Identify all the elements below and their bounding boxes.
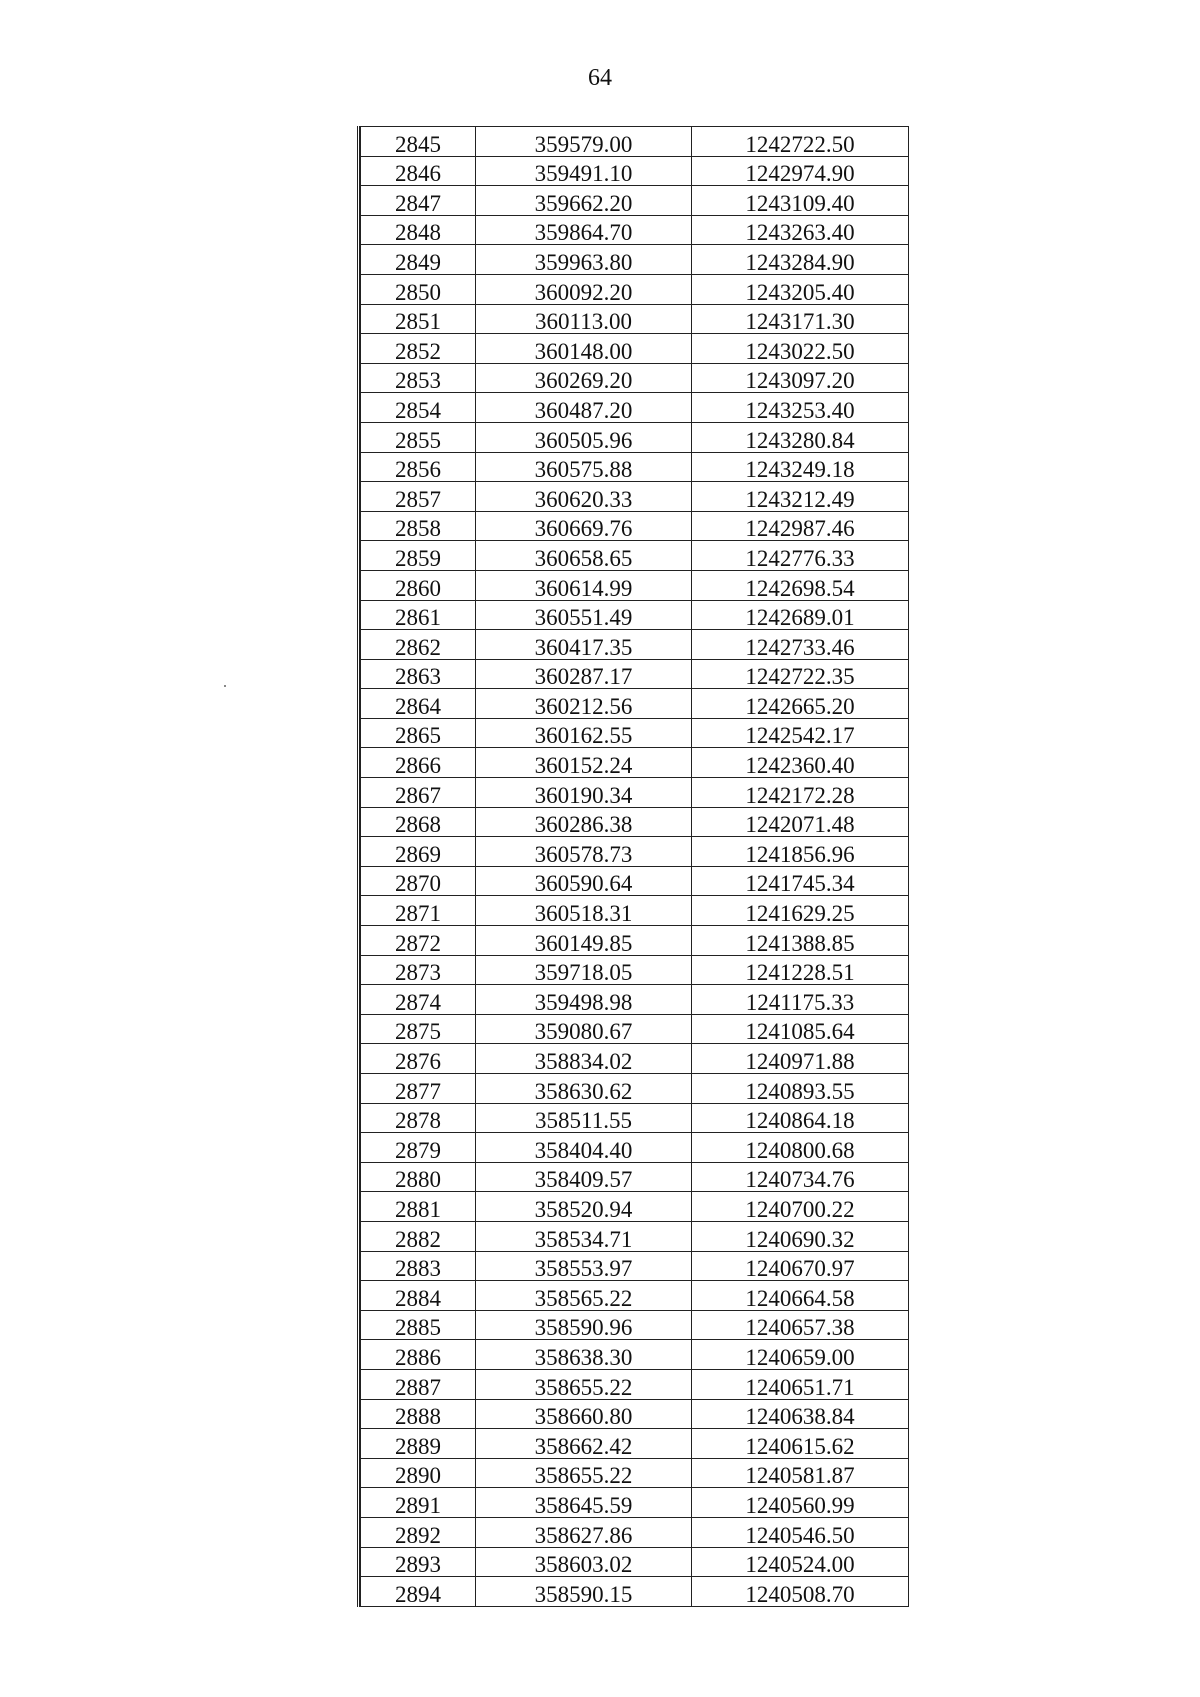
table-row (361, 1488, 909, 1518)
y-coordinate-cell: 1242987.46 (692, 511, 909, 541)
x-coordinate-cell: 360092.20 (476, 274, 692, 304)
table-row (361, 866, 909, 896)
table-row (361, 1221, 909, 1251)
x-coordinate-cell: 360148.00 (476, 334, 692, 364)
x-coordinate-cell: 360620.33 (476, 482, 692, 512)
x-coordinate-cell: 359080.67 (476, 1014, 692, 1044)
y-coordinate-cell: 1241085.64 (692, 1014, 909, 1044)
table-row (361, 1547, 909, 1577)
point-number-cell: 2894 (361, 1577, 476, 1607)
coordinates-table (360, 126, 909, 1607)
table-row (361, 1133, 909, 1163)
y-coordinate-cell: 1240971.88 (692, 1044, 909, 1074)
point-number-cell: 2880 (361, 1162, 476, 1192)
x-coordinate-cell: 358511.55 (476, 1103, 692, 1133)
y-coordinate-cell: 1240581.87 (692, 1458, 909, 1488)
x-coordinate-cell: 358590.15 (476, 1577, 692, 1607)
coordinates-table-body (361, 127, 909, 1607)
point-number-cell: 2848 (361, 215, 476, 245)
table-row (361, 807, 909, 837)
point-number-cell: 2868 (361, 807, 476, 837)
y-coordinate-cell: 1240657.38 (692, 1310, 909, 1340)
point-number-cell: 2881 (361, 1192, 476, 1222)
point-number-cell: 2849 (361, 245, 476, 275)
x-coordinate-cell: 359963.80 (476, 245, 692, 275)
point-number-cell: 2890 (361, 1458, 476, 1488)
y-coordinate-cell: 1242722.35 (692, 659, 909, 689)
point-number-cell: 2857 (361, 482, 476, 512)
y-coordinate-cell: 1242071.48 (692, 807, 909, 837)
y-coordinate-cell: 1243263.40 (692, 215, 909, 245)
point-number-cell: 2858 (361, 511, 476, 541)
table-row (361, 334, 909, 364)
point-number-cell: 2877 (361, 1074, 476, 1104)
y-coordinate-cell: 1241175.33 (692, 985, 909, 1015)
point-number-cell: 2891 (361, 1488, 476, 1518)
point-number-cell: 2886 (361, 1340, 476, 1370)
point-number-cell: 2887 (361, 1369, 476, 1399)
point-number-cell: 2875 (361, 1014, 476, 1044)
point-number-cell: 2878 (361, 1103, 476, 1133)
x-coordinate-cell: 360190.34 (476, 778, 692, 808)
y-coordinate-cell: 1243205.40 (692, 274, 909, 304)
y-coordinate-cell: 1243284.90 (692, 245, 909, 275)
point-number-cell: 2893 (361, 1547, 476, 1577)
table-row (361, 452, 909, 482)
x-coordinate-cell: 358638.30 (476, 1340, 692, 1370)
table-row (361, 304, 909, 334)
x-coordinate-cell: 358660.80 (476, 1399, 692, 1429)
y-coordinate-cell: 1240690.32 (692, 1221, 909, 1251)
point-number-cell: 2864 (361, 689, 476, 719)
x-coordinate-cell: 360590.64 (476, 866, 692, 896)
y-coordinate-cell: 1243097.20 (692, 363, 909, 393)
coordinates-table-wrapper (357, 126, 905, 1607)
table-row (361, 1251, 909, 1281)
point-number-cell: 2876 (361, 1044, 476, 1074)
table-row (361, 245, 909, 275)
point-number-cell: 2867 (361, 778, 476, 808)
y-coordinate-cell: 1243253.40 (692, 393, 909, 423)
table-row (361, 1103, 909, 1133)
table-row (361, 985, 909, 1015)
x-coordinate-cell: 359718.05 (476, 955, 692, 985)
x-coordinate-cell: 360212.56 (476, 689, 692, 719)
table-row (361, 1340, 909, 1370)
table-row (361, 127, 909, 157)
point-number-cell: 2851 (361, 304, 476, 334)
x-coordinate-cell: 358590.96 (476, 1310, 692, 1340)
y-coordinate-cell: 1240508.70 (692, 1577, 909, 1607)
x-coordinate-cell: 360669.76 (476, 511, 692, 541)
y-coordinate-cell: 1240546.50 (692, 1517, 909, 1547)
y-coordinate-cell: 1240893.55 (692, 1074, 909, 1104)
x-coordinate-cell: 358655.22 (476, 1369, 692, 1399)
point-number-cell: 2870 (361, 866, 476, 896)
y-coordinate-cell: 1240638.84 (692, 1399, 909, 1429)
table-row (361, 955, 909, 985)
y-coordinate-cell: 1241228.51 (692, 955, 909, 985)
x-coordinate-cell: 359579.00 (476, 127, 692, 157)
y-coordinate-cell: 1243249.18 (692, 452, 909, 482)
table-row (361, 1281, 909, 1311)
point-number-cell: 2854 (361, 393, 476, 423)
x-coordinate-cell: 358834.02 (476, 1044, 692, 1074)
y-coordinate-cell: 1240800.68 (692, 1133, 909, 1163)
table-row (361, 1429, 909, 1459)
y-coordinate-cell: 1241629.25 (692, 896, 909, 926)
point-number-cell: 2879 (361, 1133, 476, 1163)
table-row (361, 1577, 909, 1607)
y-coordinate-cell: 1240560.99 (692, 1488, 909, 1518)
y-coordinate-cell: 1242698.54 (692, 570, 909, 600)
table-row (361, 1074, 909, 1104)
table-row (361, 186, 909, 216)
table-row (361, 1192, 909, 1222)
y-coordinate-cell: 1243022.50 (692, 334, 909, 364)
x-coordinate-cell: 360575.88 (476, 452, 692, 482)
x-coordinate-cell: 358553.97 (476, 1251, 692, 1281)
table-row (361, 570, 909, 600)
y-coordinate-cell: 1240659.00 (692, 1340, 909, 1370)
x-coordinate-cell: 360658.65 (476, 541, 692, 571)
point-number-cell: 2884 (361, 1281, 476, 1311)
x-coordinate-cell: 360578.73 (476, 837, 692, 867)
x-coordinate-cell: 360152.24 (476, 748, 692, 778)
x-coordinate-cell: 360113.00 (476, 304, 692, 334)
point-number-cell: 2873 (361, 955, 476, 985)
y-coordinate-cell: 1241856.96 (692, 837, 909, 867)
point-number-cell: 2861 (361, 600, 476, 630)
x-coordinate-cell: 358662.42 (476, 1429, 692, 1459)
x-coordinate-cell: 360162.55 (476, 718, 692, 748)
point-number-cell: 2850 (361, 274, 476, 304)
y-coordinate-cell: 1243212.49 (692, 482, 909, 512)
point-number-cell: 2892 (361, 1517, 476, 1547)
point-number-cell: 2869 (361, 837, 476, 867)
x-coordinate-cell: 360505.96 (476, 422, 692, 452)
point-number-cell: 2860 (361, 570, 476, 600)
point-number-cell: 2889 (361, 1429, 476, 1459)
x-coordinate-cell: 359662.20 (476, 186, 692, 216)
y-coordinate-cell: 1242665.20 (692, 689, 909, 719)
table-row (361, 215, 909, 245)
x-coordinate-cell: 358627.86 (476, 1517, 692, 1547)
x-coordinate-cell: 360518.31 (476, 896, 692, 926)
point-number-cell: 2846 (361, 156, 476, 186)
table-row (361, 659, 909, 689)
table-row (361, 422, 909, 452)
x-coordinate-cell: 359864.70 (476, 215, 692, 245)
point-number-cell: 2874 (361, 985, 476, 1015)
page-number: 64 (588, 65, 612, 91)
table-row (361, 1517, 909, 1547)
table-row (361, 363, 909, 393)
x-coordinate-cell: 358655.22 (476, 1458, 692, 1488)
y-coordinate-cell: 1242733.46 (692, 630, 909, 660)
x-coordinate-cell: 358404.40 (476, 1133, 692, 1163)
table-row (361, 541, 909, 571)
table-row (361, 393, 909, 423)
y-coordinate-cell: 1241745.34 (692, 866, 909, 896)
scan-speck (224, 685, 226, 687)
y-coordinate-cell: 1242776.33 (692, 541, 909, 571)
point-number-cell: 2863 (361, 659, 476, 689)
y-coordinate-cell: 1242722.50 (692, 127, 909, 157)
y-coordinate-cell: 1243171.30 (692, 304, 909, 334)
point-number-cell: 2882 (361, 1221, 476, 1251)
y-coordinate-cell: 1240734.76 (692, 1162, 909, 1192)
table-row (361, 482, 909, 512)
x-coordinate-cell: 360269.20 (476, 363, 692, 393)
x-coordinate-cell: 358565.22 (476, 1281, 692, 1311)
x-coordinate-cell: 358630.62 (476, 1074, 692, 1104)
y-coordinate-cell: 1243280.84 (692, 422, 909, 452)
point-number-cell: 2872 (361, 926, 476, 956)
y-coordinate-cell: 1240615.62 (692, 1429, 909, 1459)
x-coordinate-cell: 358603.02 (476, 1547, 692, 1577)
table-row (361, 156, 909, 186)
point-number-cell: 2883 (361, 1251, 476, 1281)
y-coordinate-cell: 1242974.90 (692, 156, 909, 186)
x-coordinate-cell: 360551.49 (476, 600, 692, 630)
table-row (361, 1162, 909, 1192)
y-coordinate-cell: 1242542.17 (692, 718, 909, 748)
y-coordinate-cell: 1240864.18 (692, 1103, 909, 1133)
point-number-cell: 2847 (361, 186, 476, 216)
table-row (361, 274, 909, 304)
table-row (361, 926, 909, 956)
point-number-cell: 2888 (361, 1399, 476, 1429)
table-row (361, 1044, 909, 1074)
point-number-cell: 2845 (361, 127, 476, 157)
point-number-cell: 2865 (361, 718, 476, 748)
x-coordinate-cell: 359491.10 (476, 156, 692, 186)
y-coordinate-cell: 1240524.00 (692, 1547, 909, 1577)
table-row (361, 511, 909, 541)
table-row (361, 748, 909, 778)
y-coordinate-cell: 1241388.85 (692, 926, 909, 956)
point-number-cell: 2866 (361, 748, 476, 778)
point-number-cell: 2856 (361, 452, 476, 482)
table-row (361, 1399, 909, 1429)
point-number-cell: 2885 (361, 1310, 476, 1340)
table-row (361, 689, 909, 719)
table-row (361, 1014, 909, 1044)
y-coordinate-cell: 1242689.01 (692, 600, 909, 630)
table-row (361, 778, 909, 808)
table-row (361, 896, 909, 926)
table-row (361, 718, 909, 748)
x-coordinate-cell: 358534.71 (476, 1221, 692, 1251)
y-coordinate-cell: 1243109.40 (692, 186, 909, 216)
table-row (361, 1369, 909, 1399)
point-number-cell: 2852 (361, 334, 476, 364)
x-coordinate-cell: 358645.59 (476, 1488, 692, 1518)
point-number-cell: 2855 (361, 422, 476, 452)
x-coordinate-cell: 358520.94 (476, 1192, 692, 1222)
x-coordinate-cell: 360149.85 (476, 926, 692, 956)
point-number-cell: 2862 (361, 630, 476, 660)
x-coordinate-cell: 360487.20 (476, 393, 692, 423)
x-coordinate-cell: 359498.98 (476, 985, 692, 1015)
x-coordinate-cell: 360417.35 (476, 630, 692, 660)
y-coordinate-cell: 1240664.58 (692, 1281, 909, 1311)
y-coordinate-cell: 1240700.22 (692, 1192, 909, 1222)
y-coordinate-cell: 1240651.71 (692, 1369, 909, 1399)
table-row (361, 837, 909, 867)
x-coordinate-cell: 360287.17 (476, 659, 692, 689)
y-coordinate-cell: 1242172.28 (692, 778, 909, 808)
x-coordinate-cell: 358409.57 (476, 1162, 692, 1192)
table-row (361, 1310, 909, 1340)
table-row (361, 630, 909, 660)
x-coordinate-cell: 360286.38 (476, 807, 692, 837)
point-number-cell: 2871 (361, 896, 476, 926)
y-coordinate-cell: 1240670.97 (692, 1251, 909, 1281)
y-coordinate-cell: 1242360.40 (692, 748, 909, 778)
table-row (361, 600, 909, 630)
point-number-cell: 2853 (361, 363, 476, 393)
point-number-cell: 2859 (361, 541, 476, 571)
table-row (361, 1458, 909, 1488)
x-coordinate-cell: 360614.99 (476, 570, 692, 600)
